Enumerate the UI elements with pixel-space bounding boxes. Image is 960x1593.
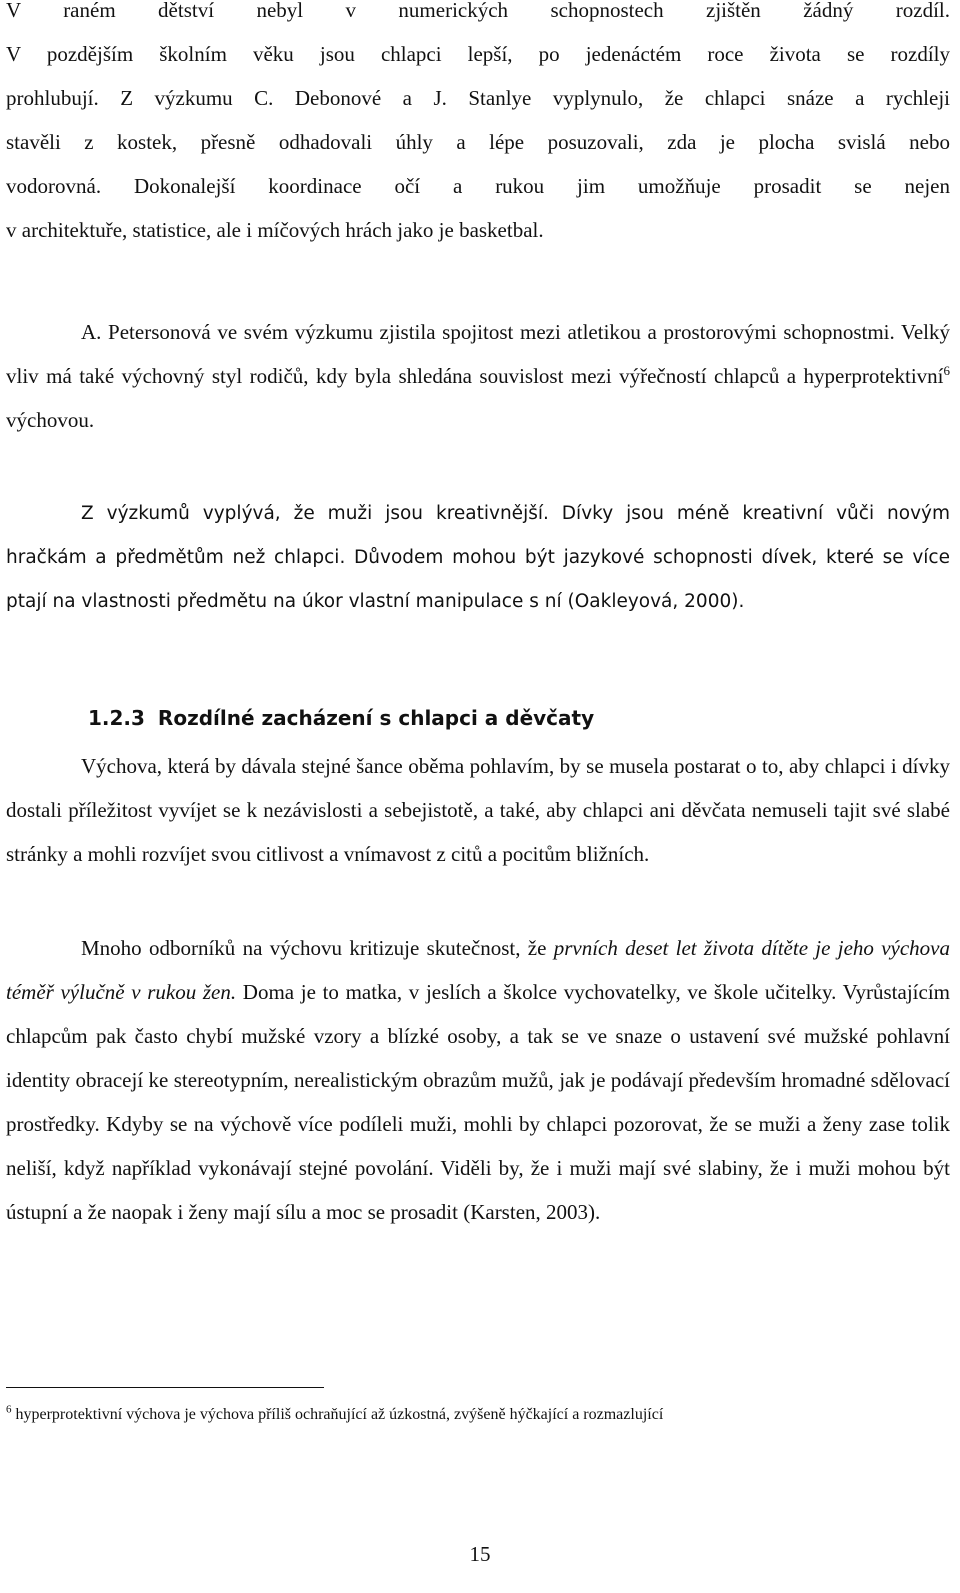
paragraph-upbringing [6,744,950,876]
text-line: vodorovná. Dokonalejší koordinace očí a rukou jim umožňuje prosadit se nejen [6,174,950,198]
paragraph-petersonova [6,310,950,442]
section-heading [88,698,594,738]
paragraph-text: Doma je to matka, v jeslích a školce vychovatelky, ve škole učitelky. Vyrůstajícím chlapcům pak často chybí mužské vzory a blízké osoby, a tak se ve snaze o ustavení své mužské pohlavní identity obracejí ke stereotypním, nerealistickým obrazům mužů, jak je podávají především hromadné sdělovací prostředky. Kdyby se na výchově více podíleli muži, mohli by chlapci pozorovat, že se muži a ženy zase tolik neliší, když například vykonávají stejné povolání. Viděli by, že i muži mají své slabiny, že i muži mohou být ústupní a že naopak i ženy mají sílu a moc se prosadit (Karsten, 2003). [6,980,950,1224]
paragraph-text: Z výzkumů vyplývá, že muži jsou kreativnější. Dívky jsou méně kreativní vůči novým hračkám a předmětům než chlapci. Důvodem mohou být jazykové schopnosti dívek, které se více ptají na vlastnosti předmětu na úkor vlastní manipulace s ní (Oakleyová, 2000). [6,503,950,612]
paragraph-text: výchovou. [6,408,95,432]
text-line: V raném dětství nebyl v numerických schopnostech zjištěn žádný rozdíl. [6,0,950,22]
text-line: prohlubují. Z výzkumu C. Debonové a J. Stanlye vyplynulo, že chlapci snáze a rychleji [6,86,950,110]
text-line: v architektuře, statistice, ale i míčových hrách jako je basketbal. [6,218,544,242]
footnote-reference: 6 [943,363,950,378]
footnote-separator [6,1387,324,1388]
italic-emphasis: prvních deset let života dítěte je jeho výchova téměř výlučně v rukou žen. [6,936,950,1004]
section-number: 1.2.3 [88,706,145,730]
footnote-mark: 6 [6,1403,12,1416]
paragraph-text: Mnoho odborníků na výchovu kritizuje skutečnost, že [81,936,554,960]
paragraph-experts [6,926,950,1234]
section-title: Rozdílné zacházení s chlapci a děvčaty [157,706,595,730]
paragraph-creativity [6,492,950,624]
page-number: 15 [469,1542,491,1566]
paragraph-numerical-abilities [6,0,950,252]
footnote [6,1404,950,1426]
paragraph-text: Výchova, která by dávala stejné šance oběma pohlavím, by se musela postarat o to, aby chlapci i dívky dostali příležitost vyvíjet se k nezávislosti a sebejistotě, a také, aby chlapci ani děvčata nemuseli tajit své slabé stránky a mohli rozvíjet svou citlivost a vnímavost z citů a pocitům bližních. [6,754,950,866]
footnote-text: hyperprotektivní výchova je výchova příliš ochraňující až úzkostná, zvýšeně hýčkající a rozmazlující [11,1406,664,1423]
text-line: V pozdějším školním věku jsou chlapci lepší, po jedenáctém roce života se rozdíly [6,42,950,66]
paragraph-text: A. Petersonová ve svém výzkumu zjistila spojitost mezi atletikou a prostorovými schopnostmi. Velký vliv má také výchovný styl rodičů, kdy byla shledána souvislost mezi výřečností chlapců a hyperprotektivní [6,320,950,388]
text-line: stavěli z kostek, přesně odhadovali úhly a lépe posuzovali, zda je plocha svislá nebo [6,130,950,154]
